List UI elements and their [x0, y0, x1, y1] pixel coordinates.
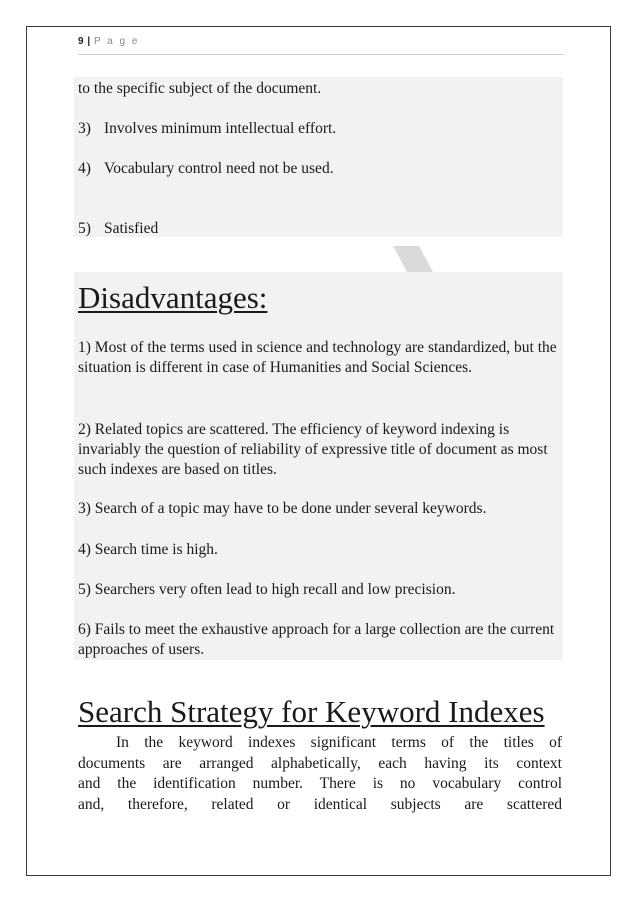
disadvantage-item-6: 6) Fails to meet the exhaustive approach for a large collection are the current approaches of users.: [78, 621, 555, 658]
disadvantage-item-1: 1) Most of the terms used in science and technology are standardized, but the situation is different in case of Humanities and Social Sciences.: [78, 339, 557, 376]
disadvantage-item-3: 3) Search of a topic may have to be done under several keywords.: [78, 500, 487, 517]
list-number: 4): [78, 160, 91, 177]
advantages-continuation: to the specific subject of the document.: [78, 80, 322, 97]
list-text: Involves minimum intellectual effort.: [104, 120, 337, 137]
search-strategy-line-1: In the keyword indexes significant terms of the titles of: [116, 734, 562, 751]
list-number: 5): [78, 220, 91, 237]
disadvantage-item-5: 5) Searchers very often lead to high recall and low precision.: [78, 581, 456, 598]
advantages-shaded-block: [74, 77, 563, 237]
list-text: Satisfied: [104, 220, 159, 237]
list-text: Vocabulary control need not be used.: [104, 160, 334, 177]
disadvantage-item-2: 2) Related topics are scattered. The efficiency of keyword indexing is invariably the question of reliability of expressive title of document as most such indexes are based on titles.: [78, 421, 548, 478]
search-strategy-line-2: documents are arranged alphabetically, each having its context: [78, 755, 562, 772]
page-header: [78, 36, 564, 55]
advantage-item-3: [78, 119, 336, 139]
page-separator: |: [87, 36, 91, 47]
advantage-item-5: [78, 219, 158, 239]
page-number: 9: [78, 36, 85, 47]
page-label: P a g e: [93, 36, 140, 47]
search-strategy-line-3: and the identification number. There is no vocabulary control: [78, 775, 562, 792]
list-number: 3): [78, 120, 91, 137]
disadvantage-item-4: 4) Search time is high.: [78, 541, 218, 558]
search-strategy-heading: Search Strategy for Keyword Indexes: [78, 694, 545, 729]
disadvantages-heading: Disadvantages:: [78, 280, 268, 315]
advantage-item-4: [78, 159, 334, 179]
search-strategy-line-4: and, therefore, related or identical subjects are scattered: [78, 796, 562, 813]
